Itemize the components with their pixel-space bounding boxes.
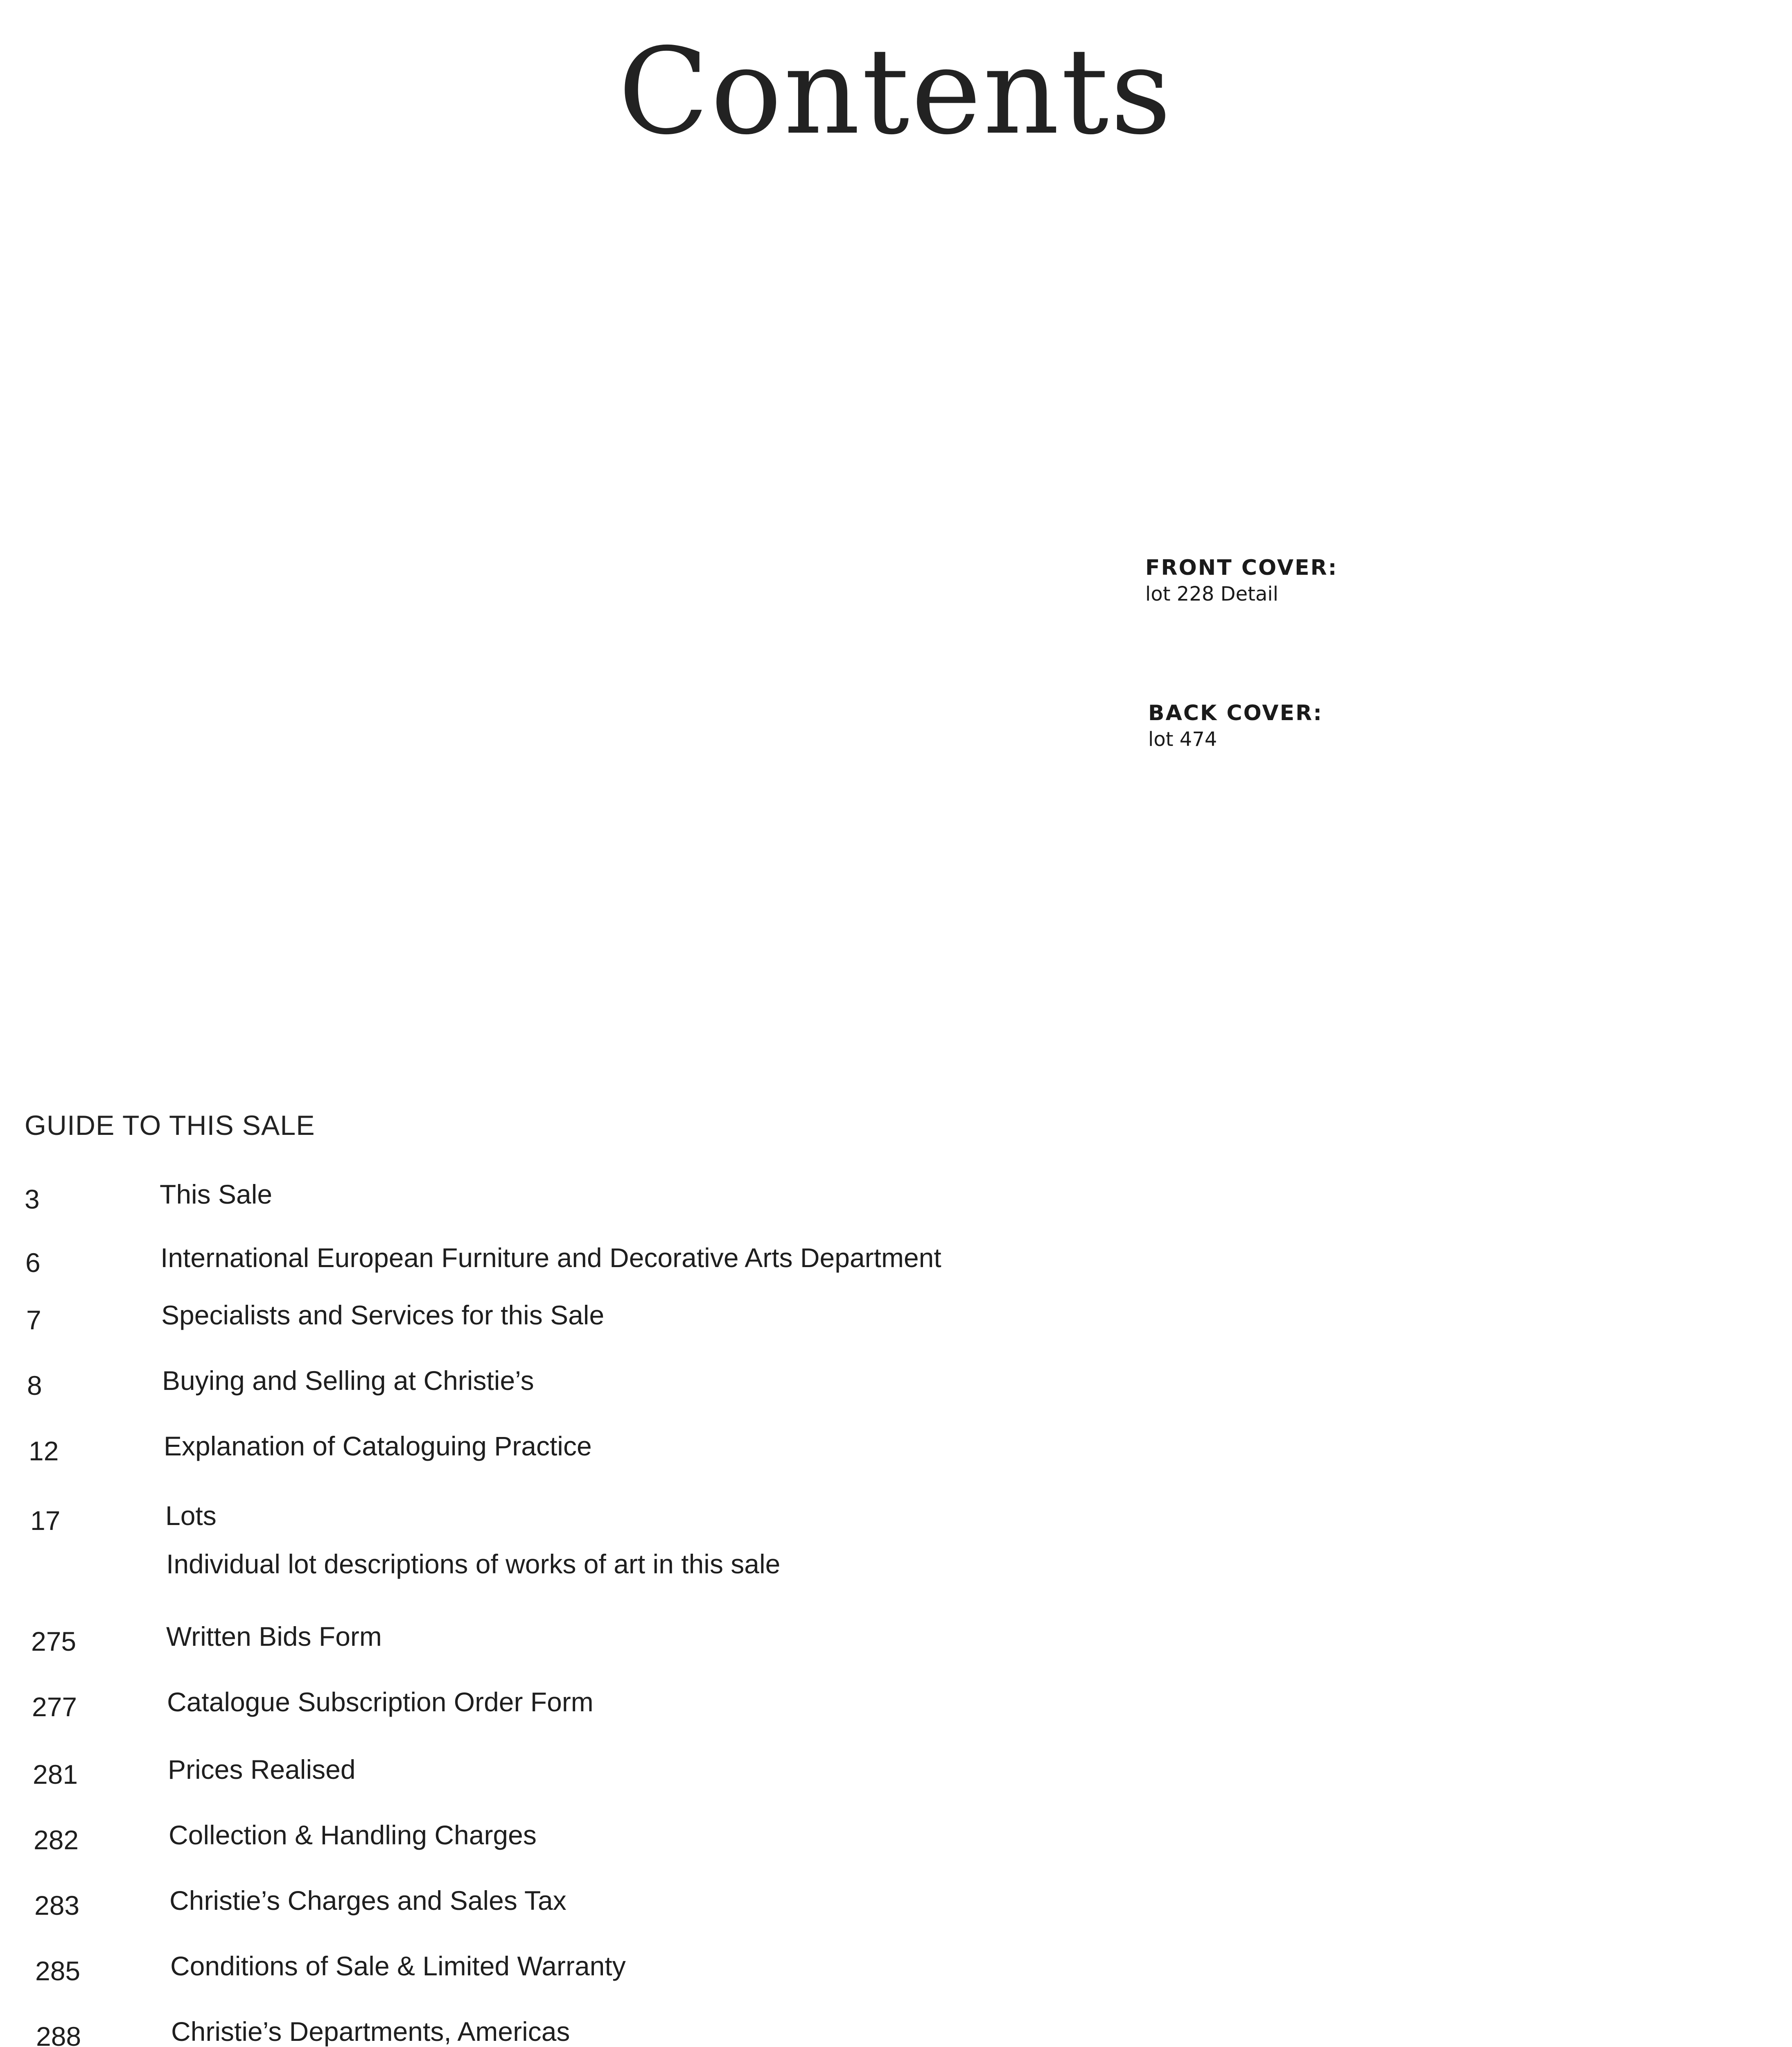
toc-page-number: 283: [34, 1890, 80, 1920]
toc-entry-title: Collection & Handling Charges: [169, 1820, 537, 1850]
toc-entry-title: Prices Realised: [168, 1754, 356, 1785]
toc-page-number: 17: [30, 1505, 61, 1536]
toc-page-number: 8: [27, 1370, 42, 1401]
toc-page-number: 12: [29, 1436, 59, 1466]
toc-entry-subtitle: Individual lot descriptions of works of art in this sale: [166, 1549, 781, 1579]
toc-page-number: 288: [36, 2021, 81, 2047]
toc-entry-title: Lots: [165, 1500, 217, 1531]
toc-page-number: 281: [33, 1759, 78, 1789]
toc-entry-title: Conditions of Sale & Limited Warranty: [170, 1951, 626, 1981]
toc-entry-title: Explanation of Cataloguing Practice: [164, 1431, 592, 1461]
toc-page-number: 3: [25, 1184, 40, 1214]
page-title: Contents: [618, 23, 1173, 161]
toc-entry-title: Christie’s Departments, Americas: [171, 2016, 570, 2047]
toc-entry-title: Buying and Selling at Christie’s: [162, 1365, 534, 1396]
toc-page-number: 277: [32, 1692, 77, 1722]
front-cover-note: [1145, 555, 1338, 607]
toc-entry-title: International European Furniture and Decorative Arts Department: [160, 1243, 941, 1273]
back-cover-note: [1148, 700, 1323, 752]
toc-entry-title: Catalogue Subscription Order Form: [167, 1687, 594, 1717]
front-cover-value: lot 228 Detail: [1145, 583, 1279, 606]
toc-entry-title: Christie’s Charges and Sales Tax: [169, 1885, 566, 1916]
guide-heading: GUIDE TO THIS SALE: [25, 1110, 315, 1141]
toc-page-number: 7: [26, 1305, 41, 1335]
toc-page-number: 6: [25, 1247, 41, 1278]
toc-page-number: 285: [35, 1956, 81, 1986]
toc-entry-title: Specialists and Services for this Sale: [161, 1300, 605, 1330]
toc-page-number: 275: [31, 1626, 77, 1656]
toc-entry-title: This Sale: [160, 1179, 273, 1209]
front-cover-label: FRONT COVER:: [1145, 556, 1338, 580]
back-cover-label: BACK COVER:: [1148, 701, 1323, 725]
back-cover-value: lot 474: [1148, 728, 1217, 751]
toc-page-number: 282: [34, 1825, 79, 1855]
toc-entry-title: Written Bids Form: [166, 1621, 382, 1652]
